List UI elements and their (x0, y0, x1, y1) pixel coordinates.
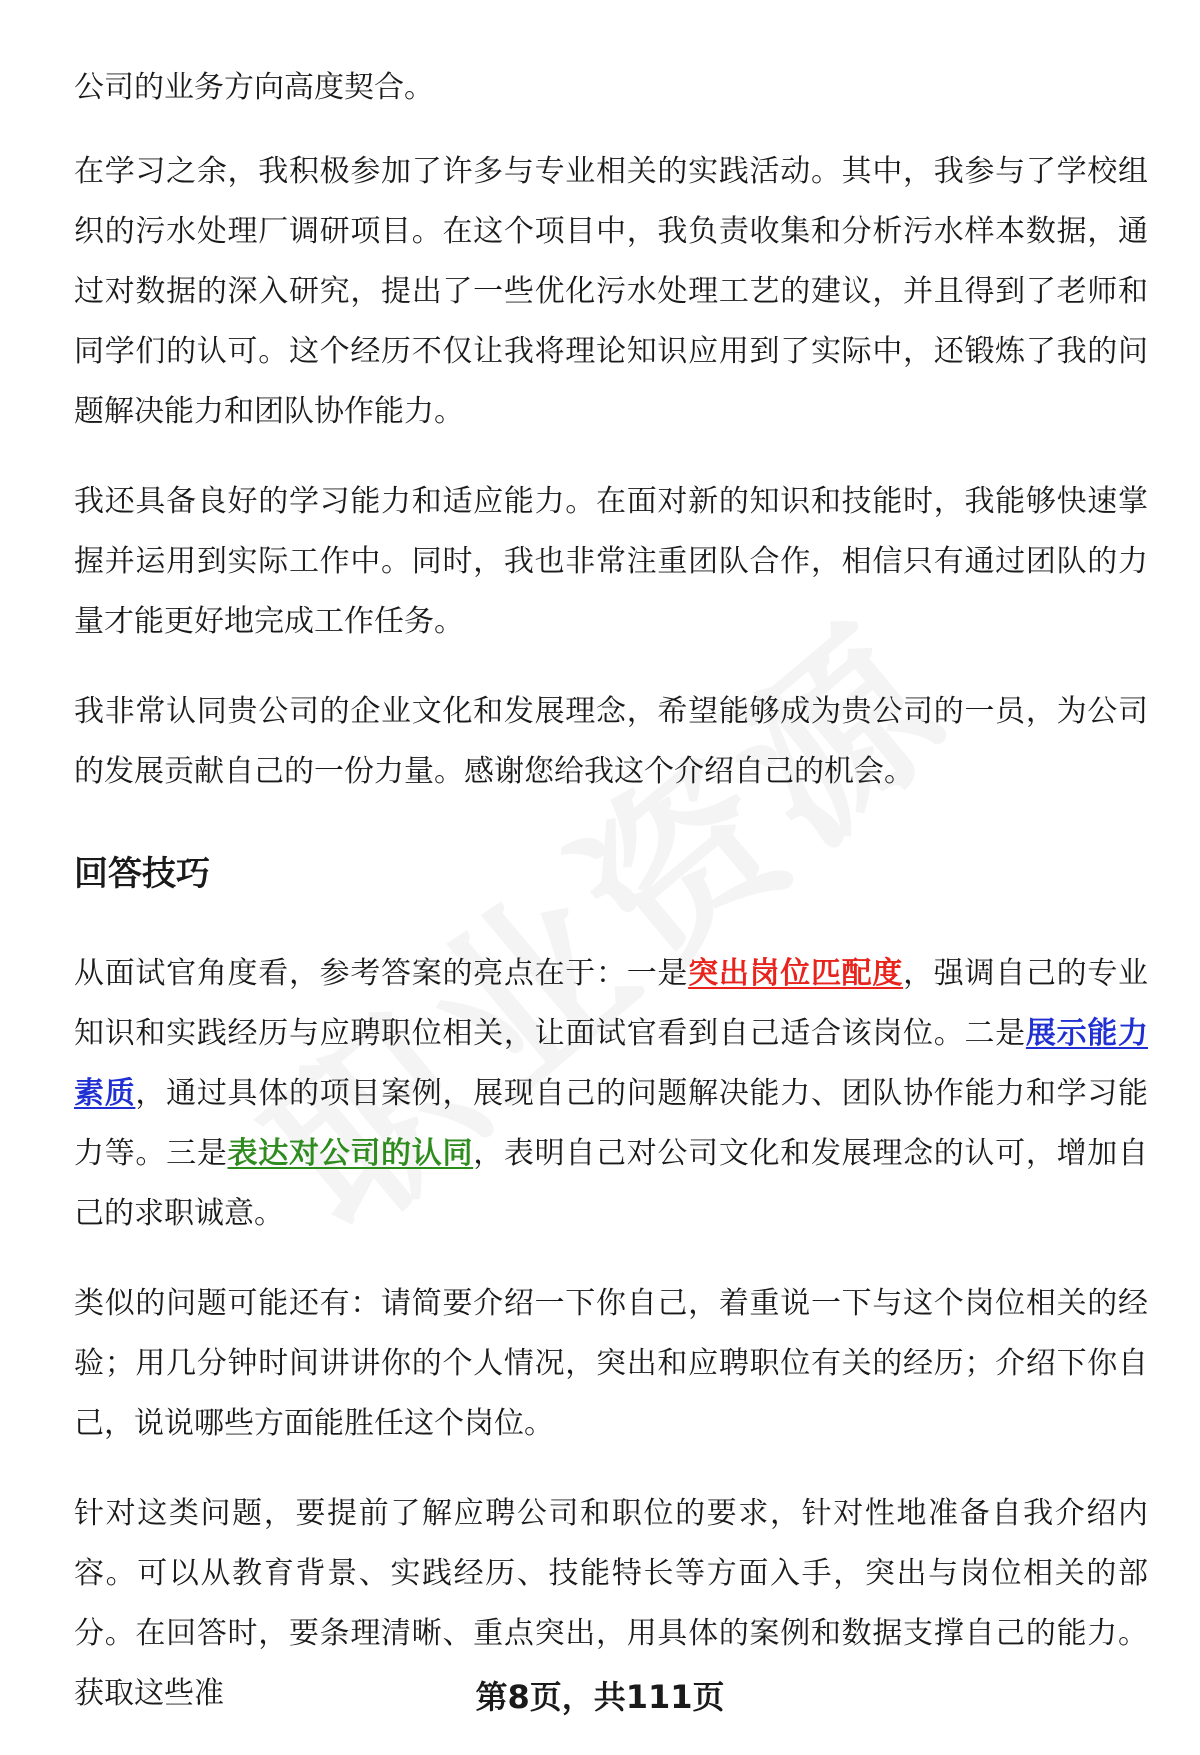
highlight-job-match: 突出岗位匹配度 (688, 956, 904, 991)
tips-text-1: 从面试官角度看，参考答案的亮点在于：一是 (74, 956, 689, 991)
section-heading: 回答技巧 (74, 854, 210, 894)
similar-questions-paragraph: 类似的问题可能还有：请简要介绍一下你自己，着重说一下与这个岗位相关的经验；用几分钟时间讲讲你的个人情况，突出和应聘职位有关的经历；介绍下你自己，说说哪些方面能胜任这个岗位。 (74, 1286, 1148, 1441)
tips-text-4: ，表明自己对公司文化和发展理念的认可，增加自己的求职诚意。 (74, 1136, 1149, 1231)
tips-text-2: ，强调自己的专业知识和实践经历与应聘职位相关，让面试官看到自己适合该岗位。二是 (74, 956, 1149, 1051)
highlight-ability: 展示能力素质 (74, 1016, 1149, 1111)
paragraph-4: 我非常认同贵公司的企业文化和发展理念，希望能够成为贵公司的一员，为公司的发展贡献自己的一份力量。感谢您给我这个介绍自己的机会。 (74, 694, 1148, 789)
paragraph-3: 我还具备良好的学习能力和适应能力。在面对新的知识和技能时，我能够快速掌握并运用到实际工作中。同时，我也非常注重团队合作，相信只有通过团队的力量才能更好地完成工作任务。 (74, 484, 1148, 639)
page-footer: 第8页，共111页 (475, 1678, 725, 1716)
highlight-company-identity: 表达对公司的认同 (227, 1136, 474, 1171)
tips-text-3: ，通过具体的项目案例，展现自己的问题解决能力、团队协作能力和学习能力等。三是 (74, 1076, 1149, 1171)
tips-paragraph (74, 944, 1148, 1244)
advice-paragraph: 针对这类问题，要提前了解应聘公司和职位的要求，针对性地准备自我介绍内容。可以从教育背景、实践经历、技能特长等方面入手，突出与岗位相关的部分。在回答时，要条理清晰、重点突出，用具体的案例和数据支撑自己的能力。获取这些准 (74, 1496, 1148, 1711)
paragraph-1: 公司的业务方向高度契合。 (74, 70, 434, 105)
paragraph-2: 在学习之余，我积极参加了许多与专业相关的实践活动。其中，我参与了学校组织的污水处理厂调研项目。在这个项目中，我负责收集和分析污水样本数据，通过对数据的深入研究，提出了一些优化污水处理工艺的建议，并且得到了老师和同学们的认可。这个经历不仅让我将理论知识应用到了实际中，还锻炼了我的问题解决能力和团队协作能力。 (74, 154, 1148, 429)
document-body (74, 58, 1148, 1754)
